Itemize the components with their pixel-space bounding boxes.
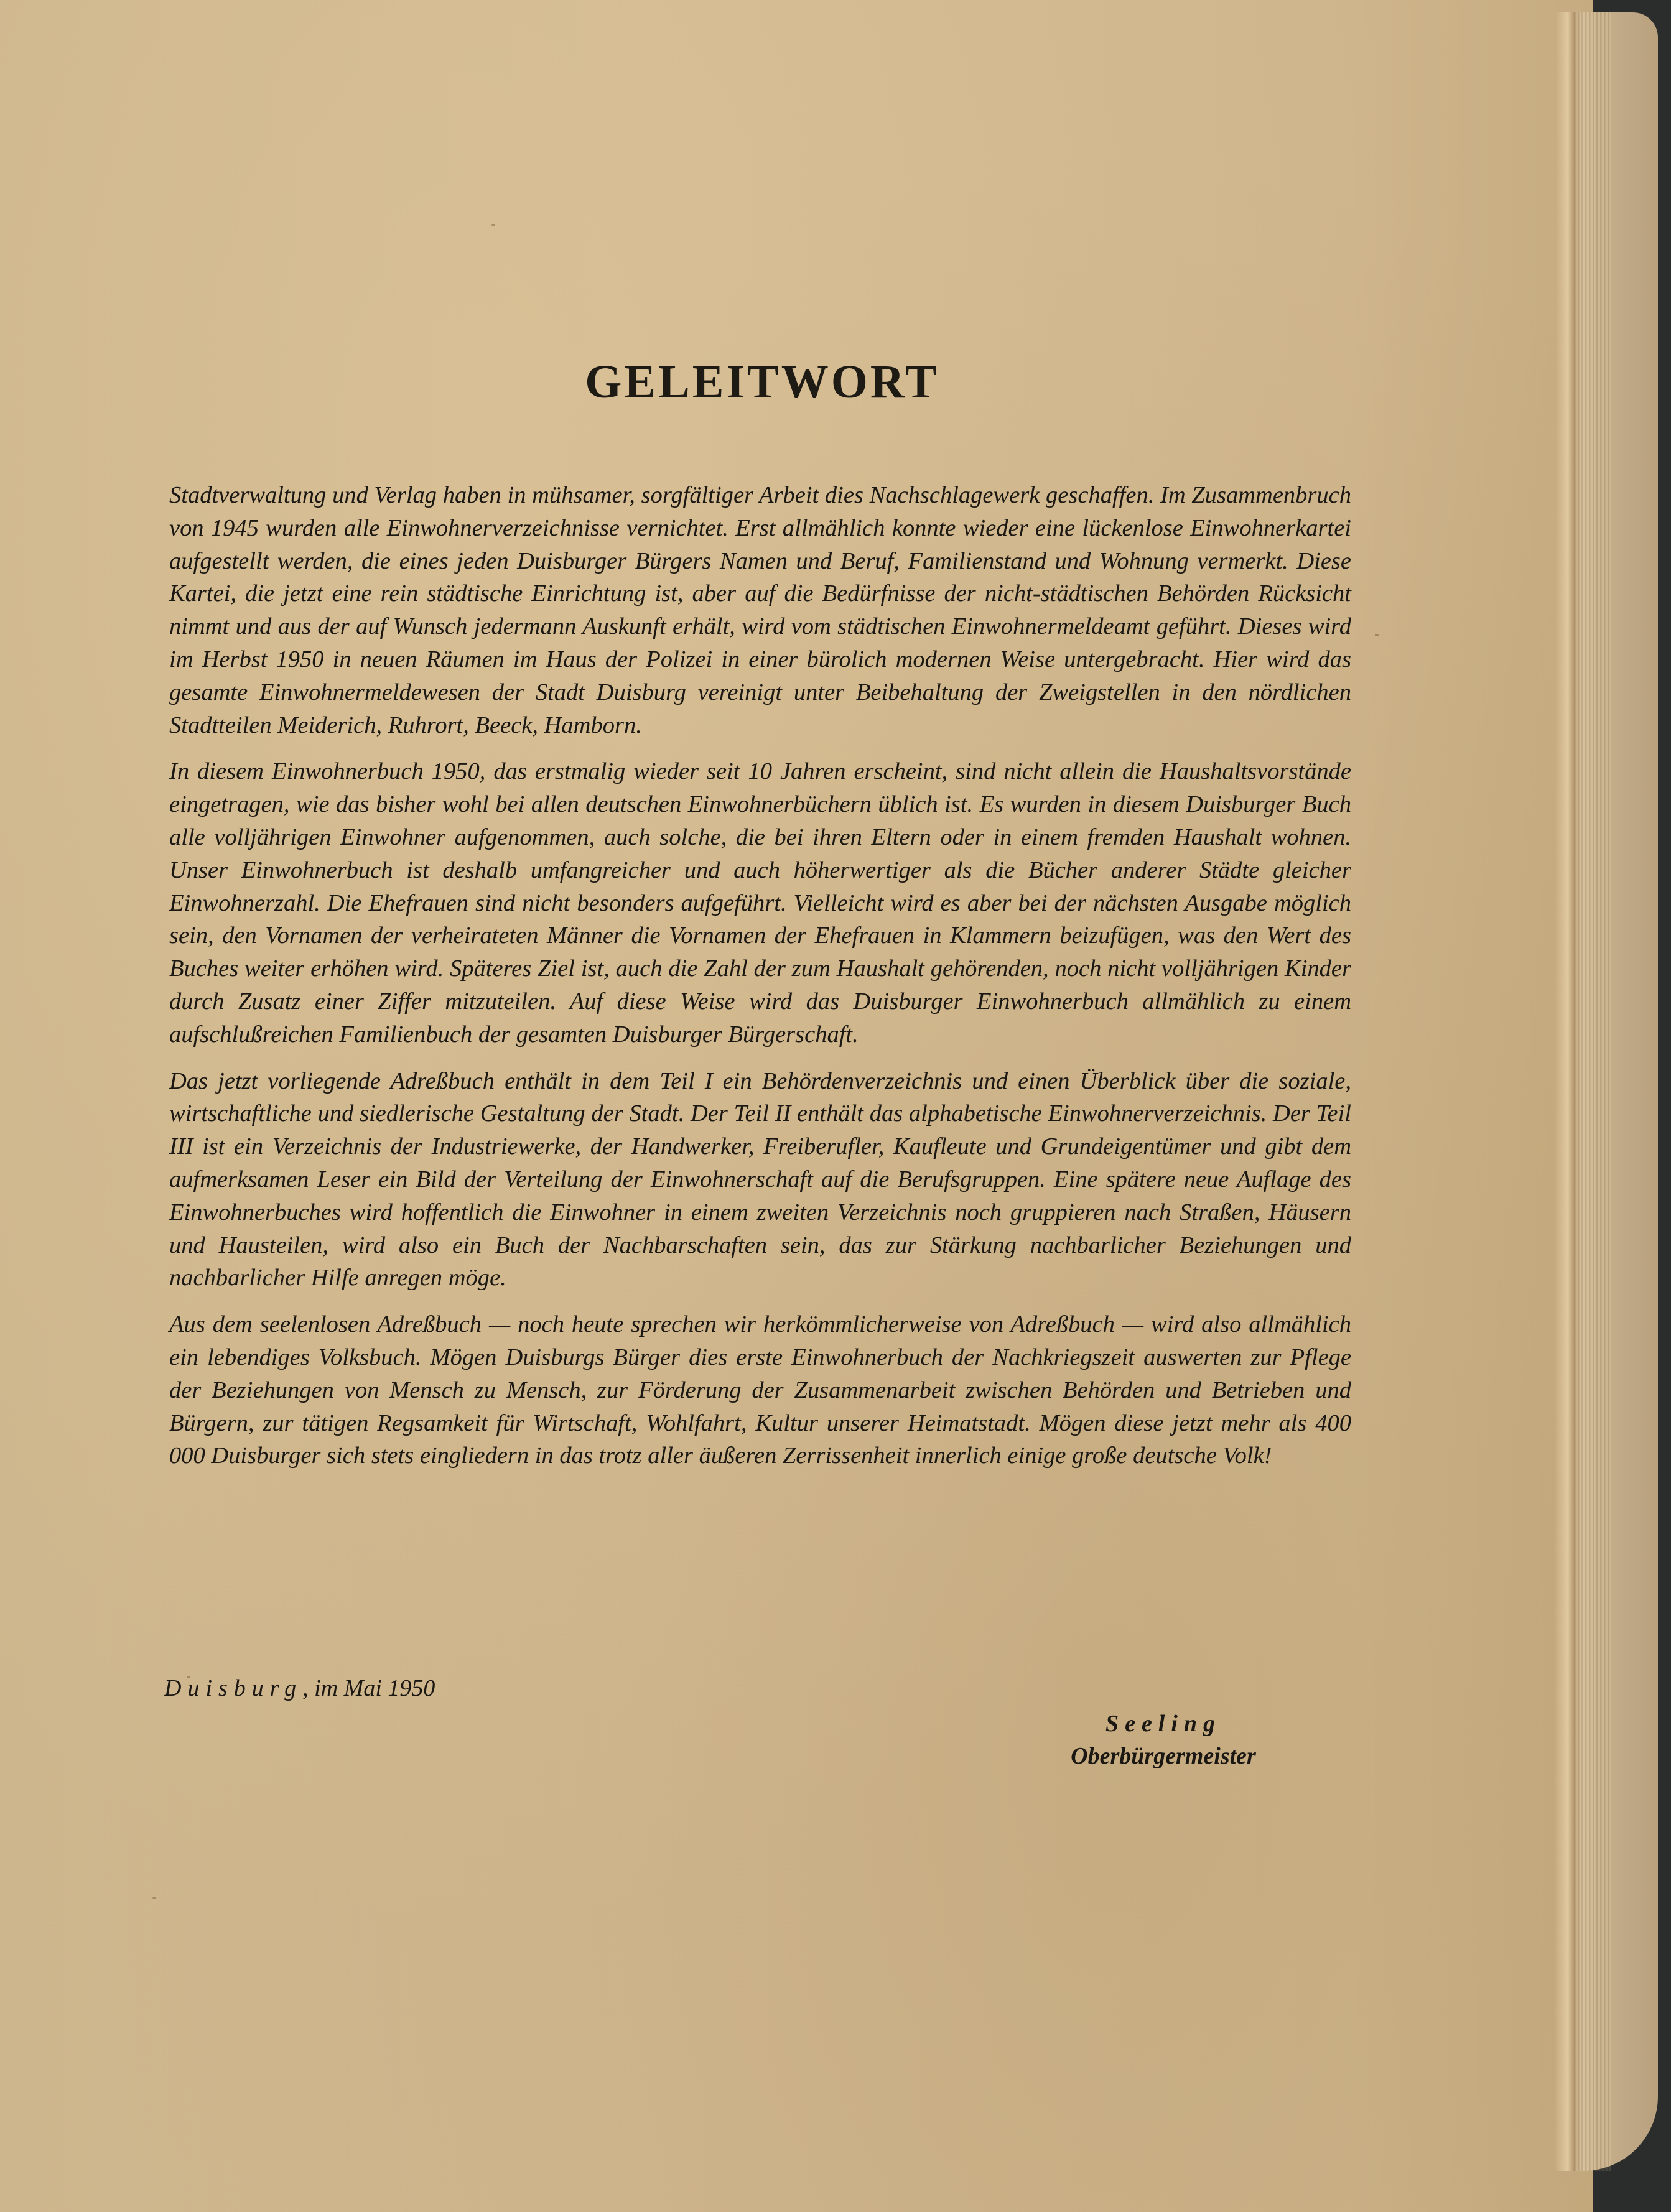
paragraph: Aus dem seelenlosen Adreßbuch — noch heute sprechen wir herkömmlicherweise von Adreßbuch — wird also allmählich ein lebendiges Volksbuch. Mögen Duisburgs Bürger dies erste Einwohnerbuch der Nachkriegszeit auswerten zur Pflege der Beziehungen von Mensch zu Mensch, zur Förderung der Zusammenarbeit zwischen Behörden und Betrieben und Bürgern, zur tätigen Regsamkeit für Wirtschaft, Wohlfahrt, Kultur unserer Heimatstadt. Mögen diese jetzt mehr als 400 000 Duisburger sich stets eingliedern in das trotz aller äußeren Zerrissenheit innerlich einige große deutsche Volk! <box>169 1311 1351 1469</box>
dateline-place: Duisburg <box>164 1675 303 1701</box>
foreword-body <box>169 479 1351 1486</box>
dateline-date: , im Mai 1950 <box>302 1675 435 1701</box>
paper-speck <box>1375 634 1379 636</box>
paragraph: Stadtverwaltung und Verlag haben in mühsamer, sorgfältiger Arbeit dies Nachschlagewerk geschaffen. Im Zusammenbruch von 1945 wurden alle Einwohnerverzeichnisse vernichtet. Erst allmählich konnte wieder eine lückenlose Einwohnerkartei aufgestellt werden, die eines jeden Duisburger Bürgers Namen und Beruf, Familienstand und Wohnung vermerkt. Diese Kartei, die jetzt eine rein städtische Einrichtung ist, aber auf die Bedürfnisse der nicht-städtischen Behörden Rücksicht nimmt und aus der auf Wunsch jedermann Auskunft erhält, wird vom städtischen Einwohnermeldeamt geführt. Dieses wird im Herbst 1950 in neuen Räumen im Haus der Polizei in einer bürolich modernen Weise untergebracht. Hier wird das gesamte Einwohnermeldewesen der Stadt Duisburg vereinigt unter Beibehaltung der Zweigstellen in den nördlichen Stadtteilen Meiderich, Ruhrort, Beeck, Hamborn. <box>169 482 1351 738</box>
signatory-name: Seeling <box>1105 1711 1222 1737</box>
paper-speck <box>152 1897 156 1899</box>
signatory-role: Oberbürgermeister <box>1071 1743 1256 1769</box>
page-title: GELEITWORT <box>585 355 939 408</box>
paper-speck <box>491 224 495 226</box>
signature-block <box>1045 1708 1282 1772</box>
dateline <box>164 1675 435 1702</box>
book-page-edges <box>1555 12 1658 2171</box>
paragraph: In diesem Einwohnerbuch 1950, das erstmalig wieder seit 10 Jahren erscheint, sind nicht allein die Haushaltsvorstände eingetragen, wie das bisher wohl bei allen deutschen Einwohnerbüchern üblich ist. Es wurden in diesem Duisburger Buch alle volljährigen Einwohner aufgenommen, auch solche, die bei ihren Eltern oder in einem fremden Haushalt wohnen. Unser Einwohnerbuch ist deshalb umfangreicher und auch höherwertiger als die Bücher anderer Städte gleicher Einwohnerzahl. Die Ehefrauen sind nicht besonders aufgeführt. Vielleicht wird es aber bei der nächsten Ausgabe möglich sein, den Vornamen der verheirateten Männer die Vornamen der Ehefrauen in Klammern beizufügen, was den Wert des Buches weiter erhöhen wird. Späteres Ziel ist, auch die Zahl der zum Haushalt gehörenden, noch nicht volljährigen Kinder durch Zusatz einer Ziffer mitzuteilen. Auf diese Weise wird das Duisburger Einwohnerbuch allmählich zu einem aufschlußreichen Familienbuch der gesamten Duisburger Bürgerschaft. <box>169 758 1351 1048</box>
paragraph: Das jetzt vorliegende Adreßbuch enthält in dem Teil I ein Behördenverzeichnis und einen Überblick über die soziale, wirtschaftliche und siedlerische Gestaltung der Stadt. Der Teil II enthält das alphabetische Einwohnerverzeichnis. Der Teil III ist ein Verzeichnis der Industriewerke, der Handwerker, Freiberufler, Kaufleute und Grundeigentümer und gibt dem aufmerksamen Leser ein Bild der Verteilung der Einwohnerschaft auf die Berufsgruppen. Eine spätere neue Auflage des Einwohnerbuches wird hoffentlich die Einwohner in einem zweiten Verzeichnis noch gruppieren nach Straßen, Häusern und Hausteilen, wird also ein Buch der Nachbarschaften sein, das zur Stärkung nachbarlicher Beziehungen und nachbarlicher Hilfe anregen möge. <box>169 1067 1351 1291</box>
